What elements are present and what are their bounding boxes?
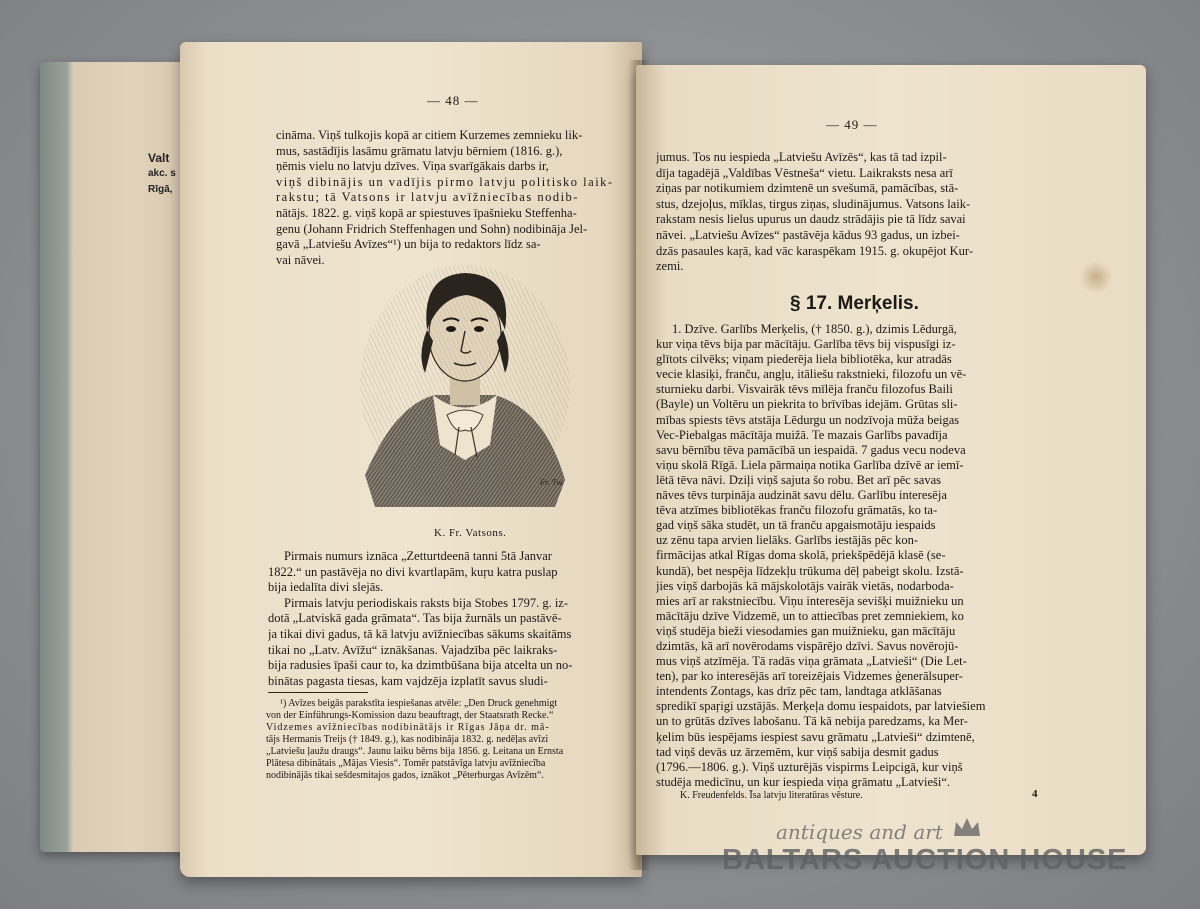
text-line: ja tikai divi gadus, tā kā latvju avīžniecības sākums skaitāms xyxy=(268,626,572,641)
footnote-line: von der Einführungs-Komission dazu beauftragt, der Staatsrath Recke.“ xyxy=(266,710,554,721)
portrait-engraving xyxy=(355,245,575,525)
right-body-paragraph xyxy=(656,322,1066,790)
previous-page-text xyxy=(148,150,176,198)
text-line: nāvei. „Latviešu Avīzes“ pastāvēja kādus 93 gadus, un izbei- xyxy=(656,227,960,242)
footnote-line: Plātesa dibinātais „Mājas Viesis“. Tomēr patstāvīga latvju avīžniecība xyxy=(266,758,546,769)
text-line: uz zēnu tapa arvien lielāks. Garlībs iestājās pēc kon- xyxy=(656,533,919,548)
signature-mark-number: 4 xyxy=(1032,788,1038,800)
text-line: nāves tēvs turpināja audzināt savu dēlu. Garlību interesēja xyxy=(656,488,947,503)
left-footnote xyxy=(266,698,638,782)
text-line: kur viņa tēvs bija par mācītāju. Garlība tēvs bij vispusīgi iz- xyxy=(656,337,956,352)
text-line: dotā „Latviskā gada grāmata“. Tas bija žurnāls un pastāvē- xyxy=(268,611,562,626)
text-line: glītots cilvēks; viņam piederēja liela bibliotēka, kur atradās xyxy=(656,352,952,367)
text-line: nātājs. 1822. g. viņš kopā ar spiestuves īpašnieku Steffenha- xyxy=(276,205,577,220)
engraver-signature: Fr. Tw. xyxy=(540,479,564,487)
text-line: mies arī ar rakstniecību. Viņu interesēja sevišķi muižnieku un xyxy=(656,593,964,608)
text-line: ņēmis vielu no latvju dzīves. Viņa svarīgākais darbs ir, xyxy=(276,159,549,174)
strip-line: Rīgā, xyxy=(148,184,173,195)
text-line: bija iedalīta divi slejās. xyxy=(268,580,384,595)
text-line: Vec-Piebalgas mācītāja muižā. Te mazais Garlībs pavadīja xyxy=(656,427,948,442)
text-line: tēva atzīmes bibliotēkas franču filozofu grāmatās, ko ta- xyxy=(656,503,938,518)
text-line: kundā), bet nespēja līdzekļu trūkuma dēļ pabeigt skolu. Izstā- xyxy=(656,563,964,578)
left-page-number: — 48 — xyxy=(427,93,479,108)
text-line: mības spiests tēvs atstāja Lēdurgu un nodzīvoja mūža beigas xyxy=(656,412,960,427)
text-line: vai nāvei. xyxy=(276,252,325,267)
text-line: tikai no „Latv. Avīžu“ iznākšanas. Vajadzība pēc laikraks- xyxy=(268,642,558,657)
text-line: sturnieku darbi. Visvairāk tēvs mīlēja franču filozofus Baili xyxy=(656,382,953,397)
text-line: spredikī spaŗigi uzstājās. Merķeļa domu iespaidots, par latviešiem xyxy=(656,699,986,714)
text-line: mācītāju dzīve Vidzemē, un to attiecības pret zemniekiem, ko xyxy=(656,608,964,623)
crown-icon xyxy=(952,816,982,838)
text-line: 1. Dzīve. Garlībs Merķelis, († 1850. g.), dzimis Lēdurgā, xyxy=(672,322,957,336)
text-line: ziņas par notikumiem dzimtenē un svešumā, pamācības, stā- xyxy=(656,181,959,196)
footnote-line: „Latviešu ļaužu draugs“. Jaunu laiku bērns bija 1856. g. Leitana un Ernsta xyxy=(266,746,564,757)
text-line: viņš dibinājis un vadījis pirmo latvju politisko laik- xyxy=(276,174,614,189)
text-line: viņš studēja bieži viesodamies gan muižnieku, gan mācītāju xyxy=(656,623,956,638)
text-line: ķelim būs iespējams iespiest savu grāmatu „Latvieši“ dzimtenē, xyxy=(656,729,975,744)
watermark-brand: BALTARS AUCTION HOUSE xyxy=(722,844,1128,876)
left-bottom-paragraph xyxy=(268,549,640,689)
text-line: gavā „Latviešu Avīzes“¹) un bija to redaktors līdz sa- xyxy=(276,237,541,252)
text-line: jumus. Tos nu iespieda „Latviešu Avīzēs“, kas tā tad izpil- xyxy=(656,150,947,164)
text-line: 1822.“ un pastāvēja no divi kvartlapām, kuŗu katra puslap xyxy=(268,564,558,579)
strip-line: Valt xyxy=(148,151,170,165)
text-line: binātas pagasta tiesas, kam vajdzēja izplatīt savus sludi- xyxy=(268,673,548,688)
portrait-caption: K. Fr. Vatsons. xyxy=(434,527,507,539)
footnote-line: Vidzemes avīžniecības nodibinātājs ir Rīgas Jāņa dr. mā- xyxy=(266,722,550,733)
text-line: rakstam nesis lielus upurus un daudz strādājis pie tā līdz savai xyxy=(656,212,966,227)
text-line: bija radusies īpaši caur to, ka dzimtbūšana bija atcelta un no- xyxy=(268,658,573,673)
text-line: dzās pasaules kaŗā, kad vāc karaspēkam 1915. g. okupējot Kur- xyxy=(656,243,973,258)
text-line: ten), par ko interesējās arī toreizējais Vidzemes ģenerālsuper- xyxy=(656,669,963,684)
text-line: viņu skolā Rīgā. Liela pārmaiņa notika Garlība dzīvē ar iemī- xyxy=(656,457,964,472)
text-line: tad viņš devās uz ārzemēm, kur viņš sabija desmit gadus xyxy=(656,744,939,759)
paper-stain xyxy=(1078,262,1114,292)
text-line: cināma. Viņš tulkojis kopā ar citiem Kurzemes zemnieku lik- xyxy=(276,128,583,142)
watermark-tagline: antiques and art xyxy=(776,820,943,844)
footnote-rule xyxy=(268,692,368,693)
text-line: stus, dzejoļus, mīklas, tirgus ziņas, sludinājumus. Vatsons laik- xyxy=(656,196,971,211)
text-line: lētā tēva nāvi. Dziļi viņš sajuta šo robu. Bet arī pēc savas xyxy=(656,472,941,487)
text-line: (Bayle) un Voltēru un piekrita to brīvības idejām. Grūtas sli- xyxy=(656,397,958,412)
section-heading: § 17. Merķelis. xyxy=(790,293,919,314)
text-line: studēja medicīnu, un kur iespieda viņa grāmatu „Latvieši“. xyxy=(656,774,951,789)
text-line: rakstu; tā Vatsons ir latvju avīžniecības nodib- xyxy=(276,190,579,205)
page-footer-signature: K. Freudenfelds. Īsa latvju literatūras vēsture. xyxy=(680,790,863,801)
text-line: mus, sastādījis lasāmu grāmatu latvju bērniem (1816. g.), xyxy=(276,143,563,158)
right-top-paragraph xyxy=(656,150,1066,275)
text-line: zemi. xyxy=(656,259,684,274)
footnote-line: tājs Hermanis Treijs († 1849. g.), kas nodibināja 1832. g. nedēļas avīzi xyxy=(266,734,549,745)
text-line: genu (Johann Fridrich Steffenhagen und Sohn) nodibināja Jel- xyxy=(276,221,588,236)
text-line: firmācijas atkal Rīgas doma skolā, priekšpēdējā klasē (se- xyxy=(656,548,946,563)
footnote-line: ¹) Avīzes beigās parakstīta iespiešanas atvēle: „Den Druck genehmigt xyxy=(280,698,558,709)
text-line: intendents Zontags, kas drīz pēc tam, landtaga atklāšanas xyxy=(656,684,942,699)
text-line: jies viņš darbojās kā mājskolotājs vairāk vietās, nodarboda- xyxy=(656,578,954,593)
text-line: savu bērnību tēva pamācībā un iespaidā. 7 gadus vecu nodeva xyxy=(656,442,966,457)
text-line: gad viņš sāka studēt, un tā franču apgaismotāju iespaids xyxy=(656,518,936,533)
text-line: dīja tagadējā „Valdības Vēstneša“ vietu. Laikraksts nesa arī xyxy=(656,165,953,180)
text-line: un to grūtās dzīves labošanu. Tā kā nebija paredzams, ka Mer- xyxy=(656,714,968,729)
strip-line: akc. s xyxy=(148,168,176,179)
text-line: vecie klasiķi, franču, angļu, itāliešu rakstnieki, filozofu un vē- xyxy=(656,367,967,382)
text-line: (1796.—1806. g.). Viņš uzturējās vispirms Leipcigā, kur viņš xyxy=(656,759,963,774)
text-line: mus viņš atzīmēja. Tā radās viņa grāmata „Latvieši“ (Die Let- xyxy=(656,654,967,669)
text-line: Pirmais latvju periodiskais raksts bija Stobes 1797. g. iz- xyxy=(284,595,568,610)
right-page-number: — 49 — xyxy=(826,117,878,132)
text-line: dzimtās, kā arī novērodams vispārējo dzīvi. Savus novērojū- xyxy=(656,638,959,653)
text-line: Pirmais numurs iznāca „Zetturtdeenā tanni 5tā Janvar xyxy=(284,549,552,563)
footnote-line: nodibinājās tikai sešdesmitajos gados, iznākot „Pēterburgas Avīzēm“. xyxy=(266,770,544,781)
